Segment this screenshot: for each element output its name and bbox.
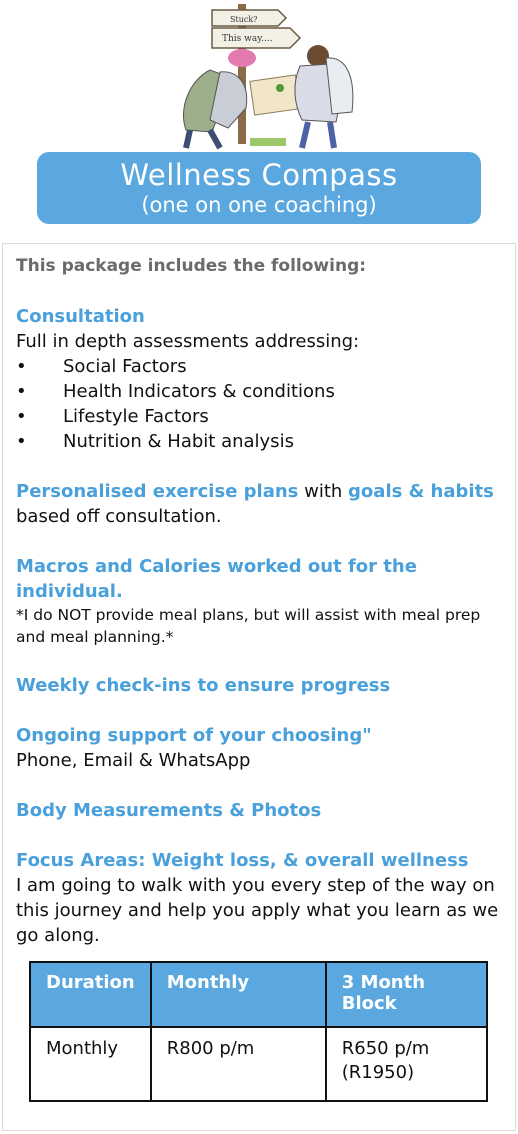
cell-duration: Monthly [30, 1027, 151, 1101]
package-subtitle: (one on one coaching) [141, 193, 377, 217]
bullet: • [16, 406, 27, 427]
header-3-month-block: 3 Month Block [326, 962, 487, 1027]
cell-block-price: R650 p/m (R1950) [326, 1027, 487, 1101]
bullet: • [16, 356, 27, 377]
package-title: Wellness Compass [120, 158, 398, 192]
pricing-table [29, 961, 488, 1102]
exercise-text: based off consultation. [16, 506, 222, 527]
list-item: • Nutrition & Habit analysis [16, 431, 294, 452]
svg-text:This way....: This way.... [222, 34, 273, 44]
package-details [16, 254, 506, 948]
consultation-lead: Full in depth assessments addressing: [16, 331, 360, 352]
list-item: • Lifestyle Factors [16, 406, 209, 427]
list-item: • Social Factors [16, 356, 187, 377]
consultation-heading: Consultation [16, 306, 145, 327]
table-row [30, 1027, 487, 1101]
weekly-heading: Weekly check-ins to ensure progress [16, 675, 391, 696]
bullet: • [16, 431, 27, 452]
cell-monthly-price: R800 p/m [151, 1027, 326, 1101]
bullet: • [16, 381, 27, 402]
focus-text: I am going to walk with you every step of the way on this journey and help you apply what you learn as we go along. [16, 875, 499, 946]
header-duration: Duration [30, 962, 151, 1027]
support-text: Phone, Email & WhatsApp [16, 750, 251, 771]
hikers-signpost-illustration [150, 0, 380, 150]
package-title-banner [37, 152, 481, 224]
macros-note: *I do NOT provide meal plans, but will assist with meal prep and meal planning.* [16, 606, 481, 646]
measurements-heading: Body Measurements & Photos [16, 800, 322, 821]
header-monthly: Monthly [151, 962, 326, 1027]
exercise-heading: Personalised exercise plans with goals & habits [16, 481, 494, 502]
svg-text:Stuck?: Stuck? [230, 15, 258, 24]
focus-heading: Focus Areas: Weight loss, & overall wellness [16, 850, 469, 871]
support-heading: Ongoing support of your choosing" [16, 725, 372, 746]
macros-heading: Macros and Calories worked out for the individual. [16, 556, 417, 602]
table-header-row [30, 962, 487, 1027]
intro-text: This package includes the following: [16, 256, 367, 276]
list-item: • Health Indicators & conditions [16, 381, 335, 402]
